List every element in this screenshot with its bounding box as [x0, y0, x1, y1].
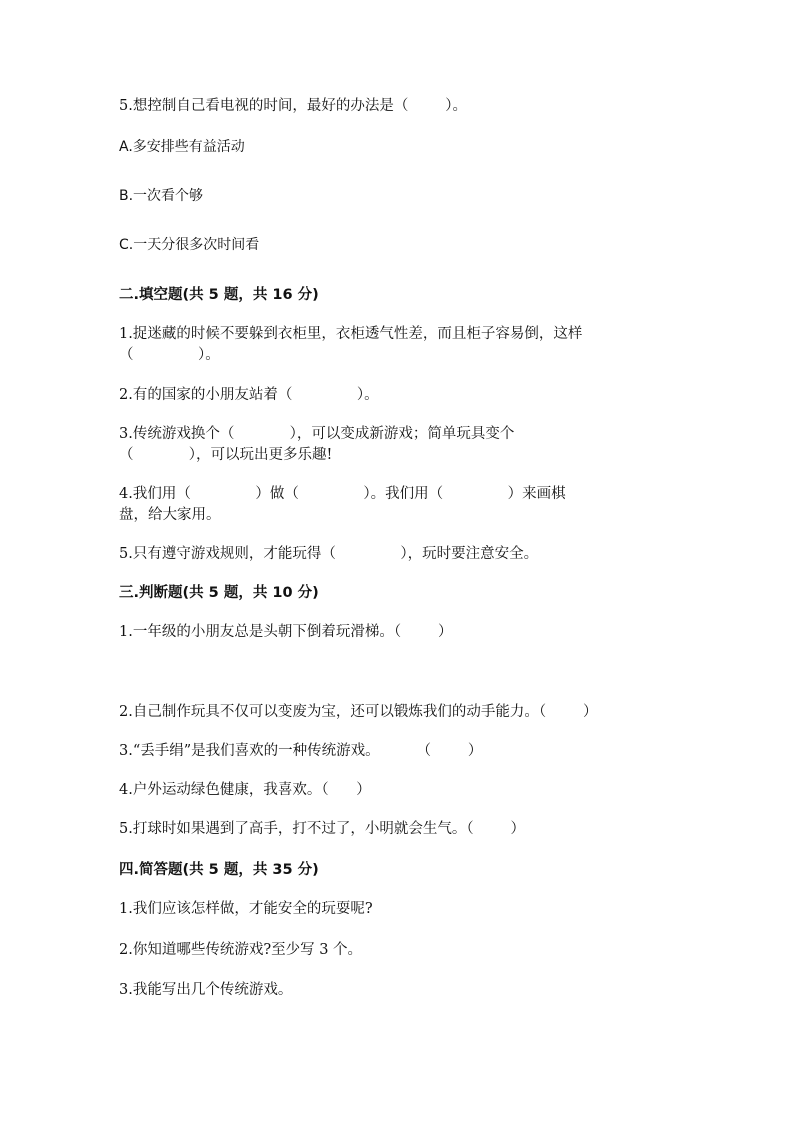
fill-q3-line1: 3.传统游戏换个（ ），可以变成新游戏；简单玩具变个 — [119, 426, 515, 442]
fill-q4-line1: 4.我们用（ ）做（ ）。我们用（ ）来画棋 — [119, 486, 566, 502]
fill-q5: 5.只有遵守游戏规则，才能玩得（ ），玩时要注意安全。 — [119, 546, 539, 562]
fill-q4-line2: 盘，给大家用。 — [119, 507, 221, 523]
short-q2: 2.你知道哪些传统游戏?至少写 3 个。 — [119, 942, 363, 958]
fill-q2: 2.有的国家的小朋友站着（ ）。 — [119, 387, 379, 403]
section-heading-short-answer: 四.简答题(共 5 题，共 35 分) — [119, 862, 319, 878]
option-a: A.多安排些有益活动 — [119, 139, 245, 155]
question-5-stem: 5.想控制自己看电视的时间，最好的办法是（ ）。 — [119, 98, 467, 114]
option-b: B.一次看个够 — [119, 188, 204, 204]
judge-q2: 2.自己制作玩具不仅可以变废为宝，还可以锻炼我们的动手能力。（ ） — [119, 704, 598, 720]
fill-q3-line2: （ ），可以玩出更多乐趣! — [119, 447, 333, 463]
section-heading-true-false: 三.判断题(共 5 题，共 10 分) — [119, 585, 319, 601]
short-q1: 1.我们应该怎样做，才能安全的玩耍呢? — [119, 901, 373, 917]
option-c: C.一天分很多次时间看 — [119, 237, 260, 253]
fill-q1-line1: 1.捉迷藏的时候不要躲到衣柜里，衣柜透气性差，而且柜子容易倒，这样 — [119, 326, 583, 342]
judge-q1: 1.一年级的小朋友总是头朝下倒着玩滑梯。（ ） — [119, 624, 453, 640]
judge-q5: 5.打球时如果遇到了高手，打不过了，小明就会生气。（ ） — [119, 821, 525, 837]
judge-q4: 4.户外运动绿色健康，我喜欢。（ ） — [119, 782, 371, 798]
judge-q3: 3.“丢手绢”是我们喜欢的一种传统游戏。 （ ） — [119, 743, 483, 759]
section-heading-fill-in: 二.填空题(共 5 题，共 16 分) — [119, 287, 319, 303]
fill-q1-line2: （ ）。 — [119, 347, 220, 363]
short-q3: 3.我能写出几个传统游戏。 — [119, 982, 293, 998]
